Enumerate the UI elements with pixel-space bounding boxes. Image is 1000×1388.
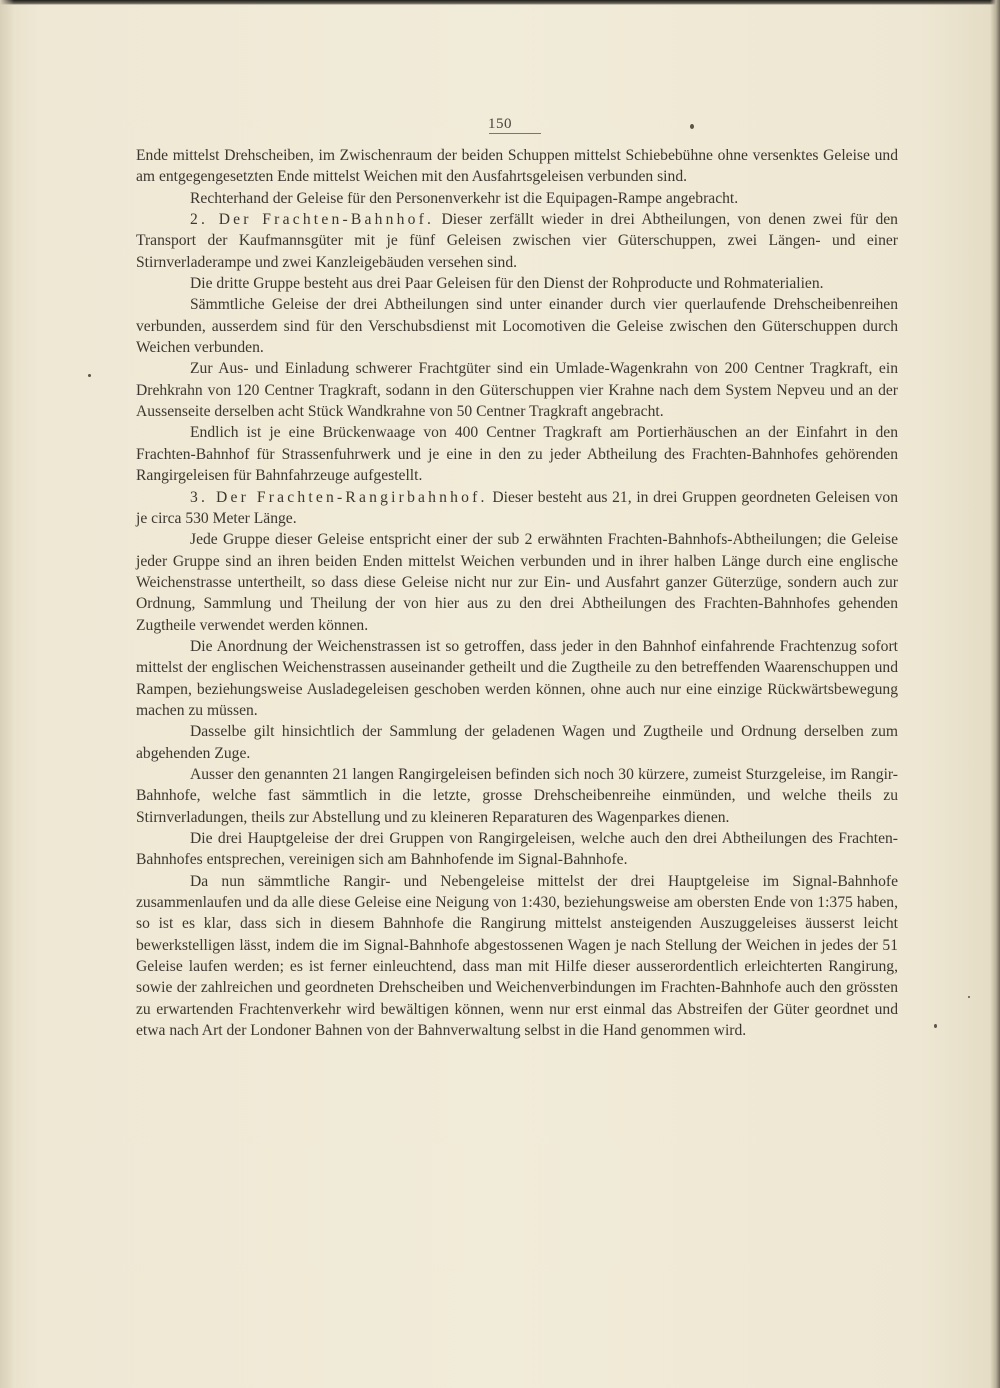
paragraph-text: Die Anordnung der Weichenstrassen ist so getroffen, dass jeder in den Bahnhof einfahrende Frachtenzug sofort mittelst der englischen Weichenstrassen auseinander getheilt und die Zugtheile zu den betreffenden Waarenschuppen und Rampen, beziehungsweise Ausladegeleisen geschoben werden können, ohne auch nur eine einzige Rückwärtsbewegung machen zu müssen.	[136, 637, 898, 719]
paragraph	[136, 764, 898, 828]
paragraph-text: Endlich ist je eine Brückenwaage von 400 Centner Tragkraft am Portierhäuschen an der Einfahrt in den Frachten-Bahnhof für Strassenfuhrwerk und je eine in den zu jeder Abtheilung des Frachten-Bahnhofes gehörenden Rangirgeleisen für Bahnfahrzeuge aufgestellt.	[136, 424, 898, 485]
paragraph	[136, 636, 898, 721]
paragraph-text: Dieser besteht aus 21, in drei Gruppen geordneten Geleisen von je circa 530 Meter Länge.	[136, 488, 898, 527]
paragraph-text: Sämmtliche Geleise der drei Abtheilungen sind unter einander durch vier querlaufende Drehscheibenreihen verbunden, ausserdem sind für den Verschubsdienst mit Locomotiven die Geleise zwischen den Güterschuppen durch Weichen verbunden.	[136, 296, 898, 357]
page-top-edge	[0, 0, 1000, 5]
paragraph	[136, 422, 898, 486]
ink-speck	[88, 374, 91, 377]
page-right-edge	[990, 0, 1000, 1388]
page-left-shadow	[0, 0, 14, 1388]
paragraph	[136, 487, 898, 530]
paragraph	[136, 294, 898, 358]
body-text	[136, 145, 898, 1041]
paragraph-text: Zur Aus- und Einladung schwerer Frachtgüter sind ein Umlade-Wagenkrahn von 200 Centner Tragkraft, ein Drehkrahn von 120 Centner Tragkraft, sodann in den Güterschuppen vier Krahne nach dem System Nepveu und an der Aussenseite derselben acht Stück Wandkrahne von 50 Centner Tragkraft angebracht.	[136, 360, 898, 421]
section-heading: 2. Der Frachten-Bahnhof.	[190, 211, 435, 229]
paragraph-text: Jede Gruppe dieser Geleise entspricht einer der sub 2 erwähnten Frachten-Bahnhofs-Abtheilungen; die Geleise jeder Gruppe sind an ihren beiden Enden mittelst Weichen verbunden und in ihrer halben Länge durch eine englische Weichenstrasse untertheilt, so dass diese Geleise nicht nur zur Ein- und Ausfahrt ganzer Güterzüge, sondern auch zur Ordnung, Sammlung und Theilung der von hier aus zu den drei Abtheilungen des Frachten-Bahnhofes gehenden Zugtheile verwendet werden können.	[136, 531, 898, 634]
paragraph-text: Die drei Hauptgeleise der drei Gruppen von Rangirgeleisen, welche auch den drei Abtheilungen des Frachten-Bahnhofes entsprechen, vereinigen sich am Bahnhofende im Signal-Bahnhofe.	[136, 830, 898, 869]
ink-speck	[690, 124, 694, 129]
paragraph	[136, 145, 898, 188]
page-number: 150	[488, 116, 512, 132]
paragraph-text: Da nun sämmtliche Rangir- und Nebengeleise mittelst der drei Hauptgeleise im Signal-Bahnhofe zusammenlaufen und da alle diese Geleise eine Neigung von 1:430, beziehungsweise am obersten Ende von 1:375 haben, so ist es klar, dass sich in diesem Bahnhofe die Rangirung mittelst ansteigenden Auszuggeleises äusserst leicht bewerkstelligen lässt, indem die im Signal-Bahnhofe abgestossenen Wagen je nach Stellung der Weichen in jedes der 51 Geleise laufen werden; es ist ferner einleuchtend, dass man mit Hilfe dieser ausserordentlich erleichterten Rangirung, sowie der zahlreichen und geordneten Drehscheiben und Weichenverbindungen im Frachten-Bahnhofe auch den grössten zu erwartenden Frachtenverkehr wird bewältigen können, wenn nur erst einmal das Abstreifen der Güter geordnet und etwa nach Art der Londoner Bahnen von der Bahnverwaltung selbst in die Hand genommen wird.	[136, 872, 898, 1040]
paragraph	[136, 273, 898, 294]
paragraph	[136, 828, 898, 871]
paragraph	[136, 871, 898, 1042]
paragraph	[136, 721, 898, 764]
paragraph	[136, 188, 898, 209]
paragraph-text: Rechterhand der Geleise für den Personenverkehr ist die Equipagen-Rampe angebracht.	[190, 189, 739, 207]
paragraph-text: Dasselbe gilt hinsichtlich der Sammlung der geladenen Wagen und Zugtheile und Ordnung derselben zum abgehenden Zuge.	[136, 723, 898, 762]
ink-speck	[968, 996, 970, 998]
ink-speck	[934, 1024, 937, 1028]
paragraph-text: Dieser zerfällt wieder in drei Abtheilungen, von denen zwei für den Transport der Kaufmannsgüter mit je fünf Geleisen zwischen vier Güterschuppen, zwei Längen- und einer Stirnverladerampe und zwei Kanzleigebäuden versehen sind.	[136, 211, 898, 271]
paragraph	[136, 209, 898, 273]
paragraph	[136, 358, 898, 422]
page-number-underline	[489, 133, 541, 134]
paragraph-text: Die dritte Gruppe besteht aus drei Paar Geleisen für den Dienst der Rohproducte und Rohmaterialien.	[190, 275, 824, 293]
section-heading: 3. Der Frachten-Rangirbahnhof.	[190, 488, 488, 506]
paragraph	[136, 529, 898, 636]
paragraph-text: Ende mittelst Drehscheiben, im Zwischenraum der beiden Schuppen mittelst Schiebebühne ohne versenktes Geleise und am entgegengesetzten Ende mittelst Weichen mit den Ausfahrtsgeleisen verbunden sind.	[136, 147, 898, 186]
paragraph-text: Ausser den genannten 21 langen Rangirgeleisen befinden sich noch 30 kürzere, zumeist Sturzgeleise, im Rangir-Bahnhofe, welche fast sämmtlich in die letzte, grosse Drehscheibenreihe einmünden, und welche theils zu Stirnverladungen, theils zur Abstellung und zu kleineren Reparaturen des Wagenparkes dienen.	[136, 765, 898, 826]
